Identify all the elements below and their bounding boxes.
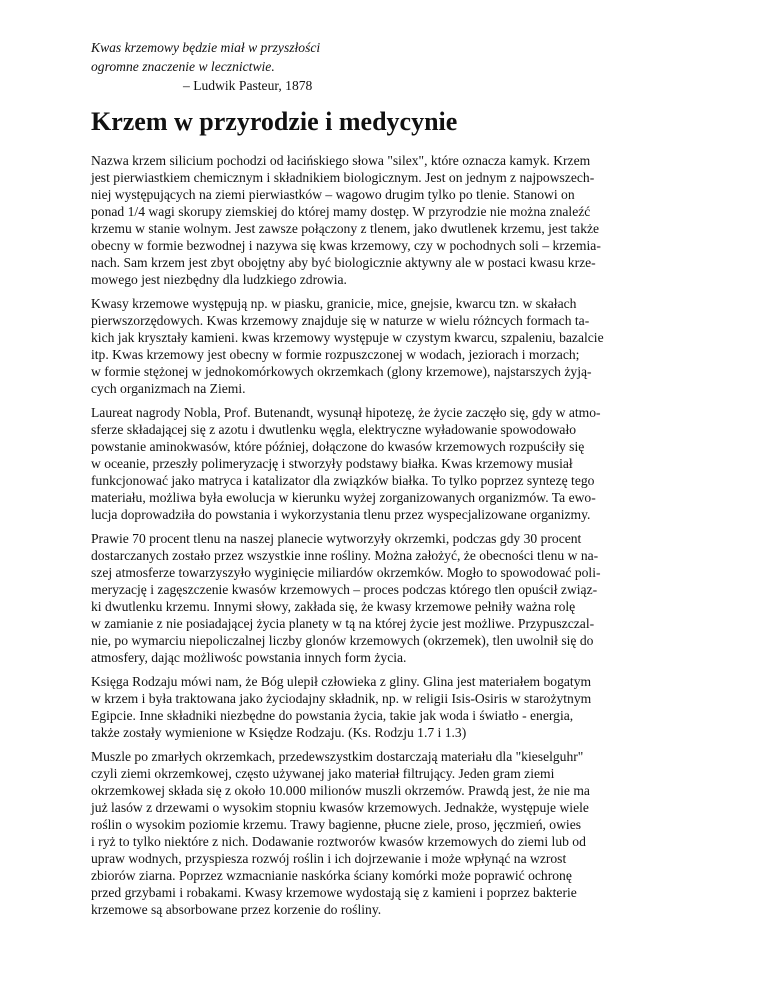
paragraph xyxy=(91,530,691,666)
paragraph-line: niej występujących na ziemi pierwiastków – wagowo drugim tylko po tlenie. Stanowi on xyxy=(91,187,575,202)
paragraph-line: przed grzybami i robakami. Kwasy krzemowe wydostają się z kamieni i poprzez bakterie xyxy=(91,885,577,900)
epigraph-attribution: – Ludwik Pasteur, 1878 xyxy=(183,78,313,93)
paragraph-line: upraw wodnych, przyspiesza rozwój roślin i ich dojrzewanie i może wpłynąć na wzrost xyxy=(91,851,567,866)
paragraph-line: Księga Rodzaju mówi nam, że Bóg ulepił człowieka z gliny. Glina jest materiałem bogatym xyxy=(91,674,592,689)
paragraph-line: w krzem i była traktowana jako życiodajny składnik, np. w religii Isis-Osiris w starożytnym xyxy=(91,691,592,706)
paragraph-line: także zostały wymienione w Księdze Rodzaju. (Ks. Rodzju 1.7 i 1.3) xyxy=(91,725,467,740)
paragraph-line: Prawie 70 procent tlenu na naszej planecie wytworzyły okrzemki, podczas gdy 30 procent xyxy=(91,531,582,546)
paragraph xyxy=(91,748,691,918)
paragraph-line: w oceanie, przeszły polimeryzację i stworzyły podstawy białka. Kwas krzemowy musiał xyxy=(91,456,573,471)
paragraph-line: dostarczanych zostało przez wszystkie inne rośliny. Można założyć, że obecności tlenu w na- xyxy=(91,548,599,563)
paragraph-line: krzemowe są absorbowane przez korzenie do rośliny. xyxy=(91,902,382,917)
article-body xyxy=(91,152,691,918)
paragraph-line: ki dwutlenku krzemu. Innymi słowy, zakłada się, że kwasy krzemowe pełniły ważna rolę xyxy=(91,599,576,614)
paragraph-line: już lasów z drzewami o wysokim stopniu kwasów krzemowych. Jednakże, występuje wiele xyxy=(91,800,589,815)
paragraph xyxy=(91,295,691,397)
paragraph-line: zbiorów ziarna. Poprzez wzmacnianie naskórka ściany komórki może poprawić ochronę xyxy=(91,868,572,883)
paragraph-line: atmosfery, dając możliwośc powstania innych form życia. xyxy=(91,650,407,665)
paragraph-line: nie, po wymarciu niepoliczalnej liczby glonów krzemowych (okrzemek), tlen uwolnił się do xyxy=(91,633,594,648)
paragraph-line: szej atmosferze towarzyszyło wyginięcie miliardów okrzemków. Mogło to spowodować poli- xyxy=(91,565,601,580)
paragraph-line: Kwasy krzemowe występują np. w piasku, granicie, mice, gnejsie, kwarcu tzn. w skałach xyxy=(91,296,577,311)
paragraph-line: ponad 1/4 wagi skorupy ziemskiej do której mamy dostęp. W przyrodzie nie można znaleźć xyxy=(91,204,591,219)
paragraph-line: mowego jest niezbędny dla ludzkiego zdrowia. xyxy=(91,272,347,287)
paragraph xyxy=(91,152,691,288)
paragraph-line: w zamianie z nie posiadającej życia planety w tą na której życie jest możliwe. Przypuszczal- xyxy=(91,616,595,631)
paragraph-line: funkcjonować jako matryca i katalizator dla związków białka. To tylko poprzez syntezę tego xyxy=(91,473,595,488)
paragraph-line: materiału, możliwa była ewolucja w kierunku wyżej zorganizowanych organizmów. Ta ewo- xyxy=(91,490,596,505)
paragraph-line: czyli ziemi okrzemkowej, często używanej jako materiał filtrujący. Jeden gram ziemi xyxy=(91,766,555,781)
epigraph-line: Kwas krzemowy będzie miał w przyszłości xyxy=(91,40,321,55)
paragraph-line: i ryż to tylko niektóre z nich. Dodawanie roztworów kwasów krzemowych do ziemi lub od xyxy=(91,834,586,849)
page-title: Krzem w przyrodzie i medycynie xyxy=(91,107,458,136)
document-page xyxy=(91,38,691,925)
epigraph xyxy=(91,38,691,95)
paragraph-line: nach. Sam krzem jest zbyt obojętny aby być biologicznie aktywny ale w postaci kwasu krze- xyxy=(91,255,596,270)
paragraph-line: okrzemkowej składa się z około 10.000 milionów muszli okrzemów. Prawdą jest, że nie ma xyxy=(91,783,590,798)
paragraph-line: cych organizmach na Ziemi. xyxy=(91,381,246,396)
paragraph-line: meryzację i zagęszczenie kwasów krzemowych – proces podczas którego tlen opuścił związ- xyxy=(91,582,598,597)
paragraph-line: Nazwa krzem silicium pochodzi od łacińskiego słowa "silex", które oznacza kamyk. Krzem xyxy=(91,153,591,168)
paragraph-line: krzemu w stanie wolnym. Jest zawsze połączony z tlenem, jako dwutlenek krzemu, jest także xyxy=(91,221,600,236)
paragraph-line: powstanie aminokwasów, które później, dołączone do kwasów krzemowych rozpuściły się xyxy=(91,439,585,454)
epigraph-line: ogromne znaczenie w lecznictwie. xyxy=(91,59,275,74)
paragraph-line: sferze składającej się z azotu i dwutlenku węgla, elektryczne wyładowanie spowodowało xyxy=(91,422,577,437)
paragraph-line: jest pierwiastkiem chemicznym i składnikiem biologicznym. Jest on jednym z najpowszech- xyxy=(91,170,595,185)
paragraph xyxy=(91,404,691,523)
paragraph-line: roślin o wysokim poziomie krzemu. Trawy bagienne, płucne ziele, proso, jęczmień, owies xyxy=(91,817,582,832)
paragraph-line: Muszle po zmarłych okrzemkach, przedewszystkim dostarczają materiału dla "kieselguhr" xyxy=(91,749,584,764)
paragraph-line: lucja doprowadziła do powstania i wykorzystania tlenu przez wyspecjalizowane organizmy. xyxy=(91,507,591,522)
paragraph-line: obecny w formie bezwodnej i nazywa się kwas krzemowy, czy w pochodnych soli – krzemia- xyxy=(91,238,601,253)
paragraph-line: w formie stężonej w jednokomórkowych okrzemkach (glony krzemowe), najstarszych żyją- xyxy=(91,364,592,379)
paragraph-line: Egipcie. Inne składniki niezbędne do powstania życia, takie jak woda i światło - energia, xyxy=(91,708,574,723)
paragraph-line: kich jak kryształy kamieni. kwas krzemowy występuje w czystym kwarcu, szpaleniu, bazalcie xyxy=(91,330,604,345)
paragraph-line: Laureat nagrody Nobla, Prof. Butenandt, wysunął hipotezę, że życie zaczęło się, gdy w atmo- xyxy=(91,405,601,420)
paragraph xyxy=(91,673,691,741)
paragraph-line: itp. Kwas krzemowy jest obecny w formie rozpuszczonej w wodach, jeziorach i morzach; xyxy=(91,347,580,362)
paragraph-line: pierwszorzędowych. Kwas krzemowy znajduje się w naturze w wielu różncych formach ta- xyxy=(91,313,590,328)
